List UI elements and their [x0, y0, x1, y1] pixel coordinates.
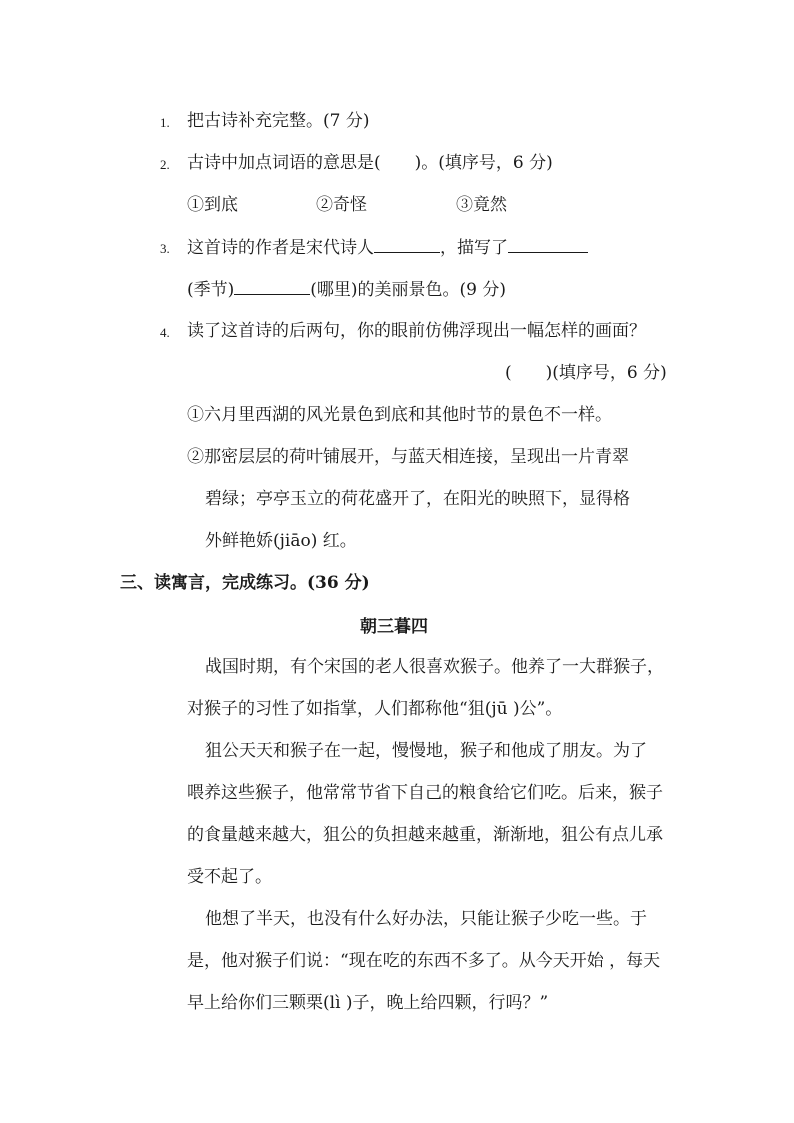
question-4-text: 读了这首诗的后两句，你的眼前仿佛浮现出一幅怎样的画面？: [187, 321, 646, 341]
question-3-text-b: ，描写了: [440, 238, 508, 258]
question-3-text-d: (哪里)的美丽景色。(9 分): [310, 280, 507, 300]
question-2-text: 古诗中加点词语的意思是( )。(填序号，6 分): [187, 153, 553, 173]
story-paragraph-2-line-3: 的食量越来越大，狙公的负担越来越重，渐渐地，狙公有点儿承: [187, 825, 663, 845]
story-paragraph-2-line-2: 喂养这些猴子，他常常节省下自己的粮食给它们吃。后来，猴子: [187, 783, 663, 803]
question-4-answer-bracket[interactable]: ( )(填序号，6 分): [505, 363, 667, 383]
question-3-number: 3.: [160, 241, 170, 256]
question-3-text-c: (季节): [187, 280, 235, 300]
question-4-option-2-line-3: 外鲜艳娇(jiāo) 红。: [205, 531, 357, 551]
question-4-option-2-line-1: ②那密层层的荷叶铺展开，与蓝天相连接，呈现出一片青翠: [187, 447, 629, 467]
story-title: 朝三暮四: [360, 617, 428, 637]
place-answer-blank[interactable]: [234, 278, 310, 295]
question-4-number: 4.: [160, 325, 170, 340]
question-2-number: 2.: [160, 157, 170, 172]
story-paragraph-2-line-1: 狙公天天和猴子在一起，慢慢地，猴子和他成了朋友。为了: [205, 741, 647, 761]
question-3-line-2: [187, 278, 506, 301]
question-2-option-3: ③竟然: [456, 195, 507, 215]
section-3-heading: 三、读寓言，完成练习。(36 分): [120, 573, 370, 593]
question-2-option-2: ②奇怪: [316, 195, 367, 215]
question-1-number: 1.: [160, 115, 170, 130]
question-3-line-1: [187, 236, 588, 259]
question-4-option-1: ①六月里西湖的风光景色到底和其他时节的景色不一样。: [187, 405, 612, 425]
story-paragraph-3-line-2: 是，他对猴子们说：“现在吃的东西不多了。从今天开始 ，每天: [187, 951, 661, 971]
story-paragraph-1-line-2: 对猴子的习性了如指掌，人们都称他“狙(jū )公”。: [187, 699, 563, 719]
season-answer-blank[interactable]: [508, 236, 588, 253]
poet-answer-blank[interactable]: [374, 236, 440, 253]
story-paragraph-3-line-1: 他想了半天，也没有什么好办法，只能让猴子少吃一些。于: [205, 909, 647, 929]
story-paragraph-3-line-3: 早上给你们三颗栗(lì )子，晚上给四颗，行吗？”: [187, 993, 549, 1013]
question-1-text: 把古诗补充完整。(7 分): [187, 111, 370, 131]
question-2-option-1: ①到底: [187, 195, 238, 215]
story-paragraph-2-line-4: 受不起了。: [187, 867, 272, 887]
question-4-option-2-line-2: 碧绿；亭亭玉立的荷花盛开了，在阳光的映照下，显得格: [205, 489, 630, 509]
story-paragraph-1-line-1: 战国时期，有个宋国的老人很喜欢猴子。他养了一大群猴子，: [205, 657, 664, 677]
question-3-text-a: 这首诗的作者是宋代诗人: [187, 238, 374, 258]
